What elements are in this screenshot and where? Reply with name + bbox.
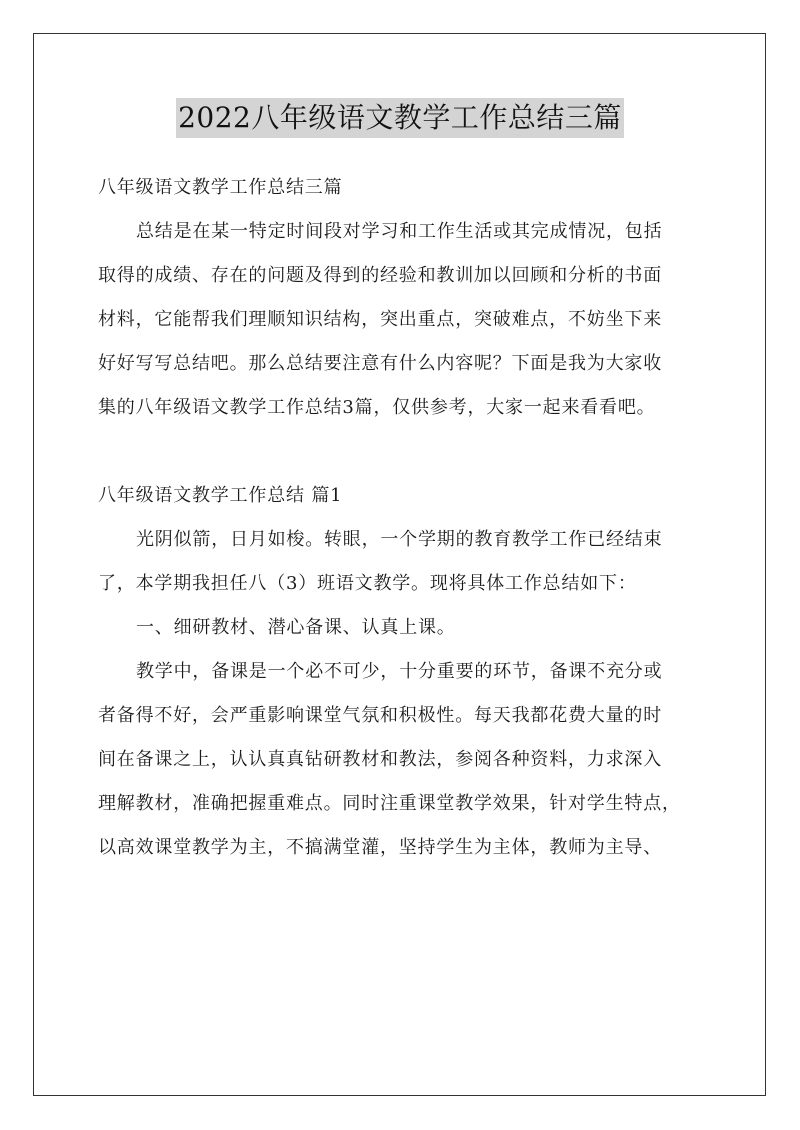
section-paragraph-line: 光阴似箭，日月如梭。转眼，一个学期的教育教学工作已经结束 — [136, 529, 663, 550]
section-paragraph-line: 间在备课之上，认认真真钻研教材和教法，参阅各种资料，力求深入 — [98, 749, 662, 770]
document-body — [98, 166, 704, 870]
section-paragraph-line: 了，本学期我担任八（3）班语文教学。现将具体工作总结如下： — [98, 573, 637, 594]
section-paragraph-line: 教学中，备课是一个必不可少，十分重要的环节，备课不充分或 — [136, 661, 663, 682]
item-heading: 一、细研教材、潜心备课、认真上课。 — [136, 617, 456, 638]
intro-line: 好好写写总结吧。那么总结要注意有什么内容呢？下面是我为大家收 — [98, 353, 662, 374]
intro-line: 集的八年级语文教学工作总结3篇，仅供参考，大家一起来看看吧。 — [98, 397, 656, 418]
document-subtitle: 八年级语文教学工作总结三篇 — [98, 177, 343, 198]
section-paragraph-line: 以高效课堂教学为主，不搞满堂灌，坚持学生为主体，教师为主导、 — [98, 837, 662, 858]
intro-line: 取得的成绩、存在的问题及得到的经验和教训加以回顾和分析的书面 — [98, 265, 662, 286]
section-paragraph-line: 理解教材，准确把握重难点。同时注重课堂教学效果，针对学生特点， — [98, 793, 681, 814]
document-title: 2022八年级语文教学工作总结三篇 — [176, 98, 624, 138]
section-paragraph-line: 者备得不好，会严重影响课堂气氛和积极性。每天我都花费大量的时 — [98, 705, 662, 726]
intro-line: 总结是在某一特定时间段对学习和工作生活或其完成情况，包括 — [136, 221, 663, 242]
title-area — [0, 98, 800, 138]
paragraph-gap — [98, 430, 704, 474]
intro-line: 材料，它能帮我们理顺知识结构，突出重点，突破难点，不妨坐下来 — [98, 309, 662, 330]
section-heading: 八年级语文教学工作总结 篇1 — [98, 485, 343, 506]
